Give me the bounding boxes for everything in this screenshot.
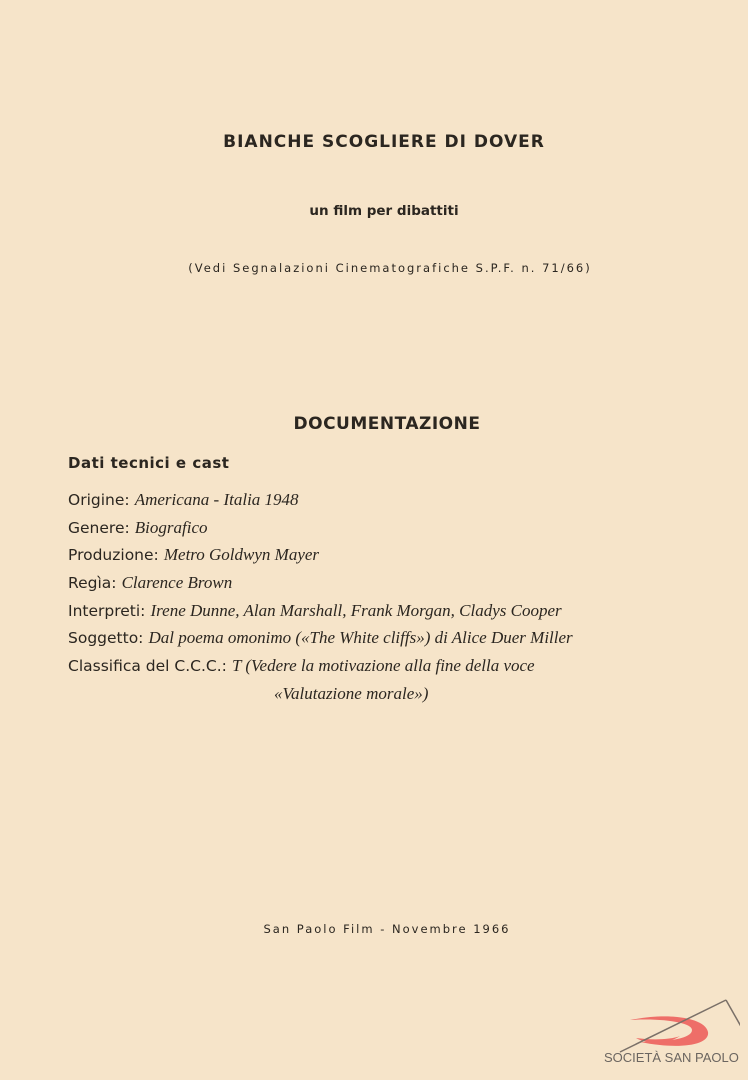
- document-footer: San Paolo Film - Novembre 1966: [263, 922, 511, 936]
- detail-label: Soggetto:: [68, 629, 144, 648]
- detail-label: Interpreti:: [68, 601, 146, 620]
- detail-produzione: [68, 541, 573, 569]
- detail-value: Dal poema omonimo («The White cliffs») di Alice Duer Miller: [148, 628, 573, 648]
- reference-note: (Vedi Segnalazioni Cinematografiche S.P.F. n. 71/66): [188, 261, 592, 275]
- watermark-text: SOCIETÀ SAN PAOLO: [604, 1050, 739, 1065]
- detail-label: Origine:: [68, 491, 130, 509]
- detail-value: «Valutazione morale»): [274, 683, 429, 703]
- detail-label: Genere:: [68, 518, 130, 537]
- detail-value: Americana - Italia 1948: [134, 490, 299, 509]
- detail-value: Metro Goldwyn Mayer: [163, 545, 320, 565]
- detail-value: T (Vedere la motivazione alla fine della voce: [231, 656, 535, 676]
- details-list: [68, 486, 573, 708]
- detail-label: Regìa:: [68, 574, 117, 593]
- detail-label: Produzione:: [68, 546, 159, 565]
- detail-origine: [68, 486, 573, 514]
- subsection-title: Dati tecnici e cast: [68, 454, 230, 472]
- detail-continuation: [68, 680, 573, 708]
- detail-regia: [68, 569, 573, 597]
- detail-interpreti: [68, 597, 573, 625]
- section-title: DOCUMENTAZIONE: [293, 414, 481, 434]
- detail-value: Irene Dunne, Alan Marshall, Frank Morgan, Cladys Cooper: [150, 600, 562, 620]
- detail-classifica: [68, 652, 573, 680]
- document-title: BIANCHE SCOGLIERE DI DOVER: [223, 132, 545, 152]
- detail-value: Clarence Brown: [121, 573, 233, 593]
- detail-soggetto: [68, 624, 573, 652]
- detail-label: Classifica del C.C.C.:: [68, 657, 227, 676]
- detail-genere: [68, 514, 573, 542]
- document-subtitle: un film per dibattiti: [309, 203, 459, 219]
- detail-value: Biografico: [134, 517, 208, 537]
